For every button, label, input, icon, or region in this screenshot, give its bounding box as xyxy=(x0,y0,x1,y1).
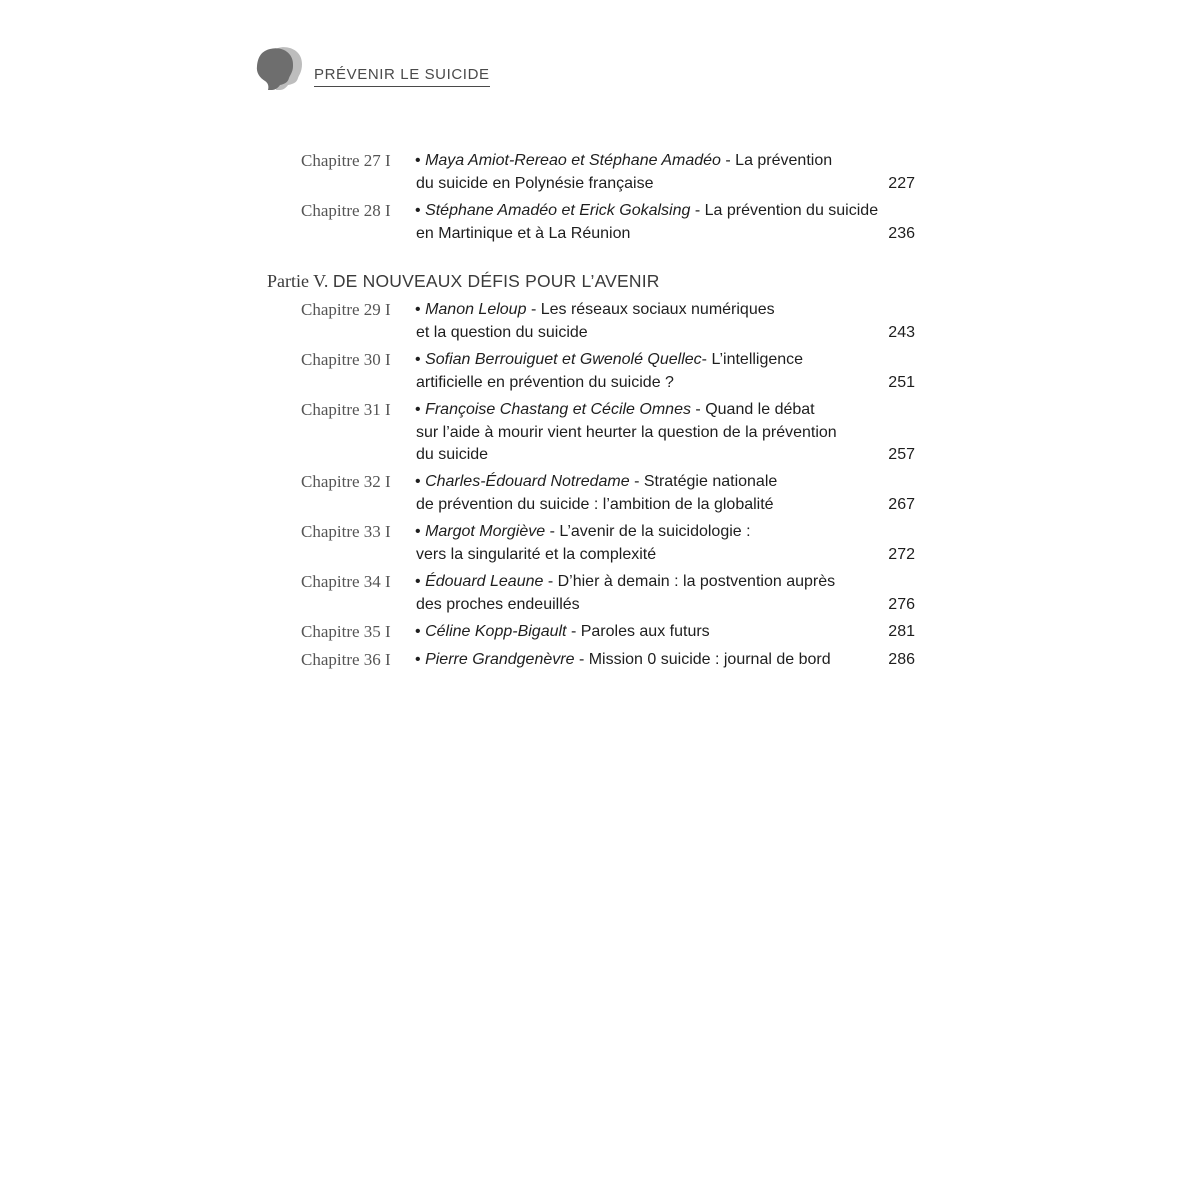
entry-authors: Stéphane Amadéo et Erick Gokalsing xyxy=(425,202,691,219)
entry-title-line: - D’hier à demain : la postvention auprès xyxy=(547,573,836,590)
entry-title-line: vers la singularité et la complexité xyxy=(416,545,657,563)
entry-body: • Pierre Grandgenèvre - Mission 0 suicide : journal de bord xyxy=(415,651,831,668)
entry-authors: Sofian Berrouiguet et Gwenolé Quellec xyxy=(425,351,702,368)
chapter-label: Chapitre 31 I xyxy=(301,400,391,419)
toc-entry-chapter-28[interactable] xyxy=(301,200,915,245)
toc-entry-chapter-27[interactable] xyxy=(301,150,915,195)
chapter-label: Chapitre 36 I xyxy=(301,650,391,669)
part-heading xyxy=(267,271,660,292)
page-number: 257 xyxy=(888,446,915,463)
chapter-label: Chapitre 34 I xyxy=(301,572,391,591)
chapter-label: Chapitre 30 I xyxy=(301,350,391,369)
entry-title-line: - Quand le débat xyxy=(695,401,815,418)
toc-entry-chapter-32[interactable] xyxy=(301,471,915,516)
toc-entry-chapter-31[interactable] xyxy=(301,399,915,467)
chapter-label: Chapitre 33 I xyxy=(301,522,391,541)
page-number: 267 xyxy=(888,495,915,513)
entry-title-line: - Les réseaux sociaux numériques xyxy=(530,301,775,318)
page-number: 236 xyxy=(888,224,915,242)
toc-entry-chapter-36[interactable] xyxy=(301,649,915,672)
entry-title-line: - La prévention du suicide xyxy=(694,202,879,219)
entry-authors: Charles-Édouard Notredame xyxy=(425,473,630,490)
page-number: 227 xyxy=(888,174,915,192)
entry-body: • Françoise Chastang et Cécile Omnes - Quand le débat sur l’aide à mourir vient heurter la question de la prévention du suicide xyxy=(415,401,837,463)
entry-title-line: - L’intelligence xyxy=(701,351,804,368)
page-number: 286 xyxy=(888,651,915,668)
entry-body: • Maya Amiot-Rereao et Stéphane Amadéo - La prévention du suicide en Polynésie française xyxy=(415,152,833,192)
page-header xyxy=(254,44,514,94)
entry-body: • Manon Leloup - Les réseaux sociaux numériques et la question du suicide xyxy=(415,301,775,341)
entry-title-line: - La prévention xyxy=(725,152,833,169)
chapter-label: Chapitre 28 I xyxy=(301,201,391,220)
entry-authors: Pierre Grandgenèvre xyxy=(425,651,575,668)
entry-title-line: de prévention du suicide : l’ambition de la globalité xyxy=(416,495,774,513)
entry-authors: Céline Kopp-Bigault xyxy=(425,623,567,640)
entry-body: • Sofian Berrouiguet et Gwenolé Quellec- L’intelligence artificielle en prévention du suicide ? xyxy=(415,351,804,391)
entry-title-line: - Mission 0 suicide : journal de bord xyxy=(578,651,831,668)
entry-title-line: et la question du suicide xyxy=(416,323,588,341)
entry-body: • Margot Morgiève - L’avenir de la suicidologie : vers la singularité et la complexité xyxy=(415,523,751,563)
head-profile-icon xyxy=(254,44,306,92)
entry-authors: Margot Morgiève xyxy=(425,523,546,540)
page-number: 276 xyxy=(888,595,915,613)
entry-body: • Charles-Édouard Notredame - Stratégie nationale de prévention du suicide : l’ambition de la globalité xyxy=(415,473,778,513)
part-title: DE NOUVEAUX DÉFIS POUR L’AVENIR xyxy=(332,271,660,291)
entry-body: • Stéphane Amadéo et Erick Gokalsing - La prévention du suicide en Martinique et à La Réunion xyxy=(415,202,879,242)
part-label: Partie V. xyxy=(267,271,329,291)
entry-title-line: sur l’aide à mourir vient heurter la question de la prévention xyxy=(416,423,837,441)
entry-authors: Édouard Leaune xyxy=(425,573,544,590)
entry-body: • Céline Kopp-Bigault - Paroles aux futurs xyxy=(415,623,710,640)
page-number: 251 xyxy=(888,373,915,391)
entry-body: • Édouard Leaune - D’hier à demain : la postvention auprès des proches endeuillés xyxy=(415,573,836,613)
running-title: PRÉVENIR LE SUICIDE xyxy=(314,66,490,87)
entry-title-line: artificielle en prévention du suicide ? xyxy=(416,373,674,391)
chapter-label: Chapitre 32 I xyxy=(301,472,391,491)
entry-title-line: des proches endeuillés xyxy=(416,595,580,613)
entry-title-line: - Paroles aux futurs xyxy=(570,623,710,640)
chapter-label: Chapitre 27 I xyxy=(301,151,391,170)
toc-entry-chapter-34[interactable] xyxy=(301,571,915,616)
entry-title-line: du suicide en Polynésie française xyxy=(416,174,654,192)
toc-entry-chapter-33[interactable] xyxy=(301,521,915,566)
page-number: 281 xyxy=(888,623,915,640)
toc-entry-chapter-30[interactable] xyxy=(301,349,915,394)
entry-title-line: - Stratégie nationale xyxy=(634,473,778,490)
entry-authors: Manon Leloup xyxy=(425,301,527,318)
entry-authors: Maya Amiot-Rereao et Stéphane Amadéo xyxy=(425,152,721,169)
entry-title-line: du suicide xyxy=(416,446,489,463)
page-number: 272 xyxy=(888,545,915,563)
chapter-label: Chapitre 29 I xyxy=(301,300,391,319)
entry-title-line: en Martinique et à La Réunion xyxy=(416,224,631,242)
toc-entry-chapter-29[interactable] xyxy=(301,299,915,344)
toc-entry-chapter-35[interactable] xyxy=(301,621,915,644)
entry-authors: Françoise Chastang et Cécile Omnes xyxy=(425,401,691,418)
chapter-label: Chapitre 35 I xyxy=(301,622,391,641)
page-number: 243 xyxy=(888,323,915,341)
entry-title-line: - L’avenir de la suicidologie : xyxy=(549,523,751,540)
